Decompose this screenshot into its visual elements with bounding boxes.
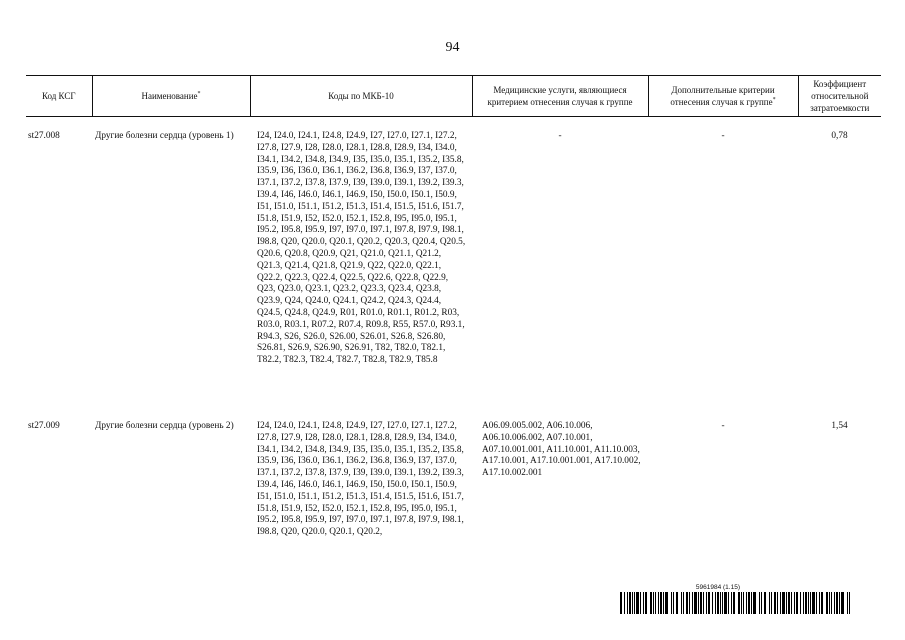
barcode-bar (645, 592, 647, 614)
table-row (26, 421, 881, 539)
barcode-bar (794, 592, 795, 614)
header-coef: Коэффициент относительной затратоемкости (798, 76, 881, 117)
header-mkb: Коды по МКБ-10 (250, 76, 472, 117)
table-header-row (26, 76, 881, 117)
table-row (26, 131, 881, 421)
barcode-bar (683, 592, 684, 614)
barcode-bar (620, 592, 622, 614)
barcode-bar (847, 592, 848, 614)
barcode-bar (653, 592, 654, 614)
barcode-bar (715, 592, 716, 614)
header-name: Наименование* (92, 76, 250, 117)
barcode-bar (712, 592, 713, 614)
additional-criteria: - (721, 421, 725, 431)
cost-coefficient: 1,54 (831, 421, 848, 431)
barcode-bar (808, 592, 809, 614)
barcode-bar (816, 592, 817, 614)
barcode-bar (826, 592, 828, 614)
header-additional: Дополнительные критерии отнесения случая к группе* (648, 76, 798, 117)
additional-criteria: - (721, 131, 725, 141)
header-code: Код КСГ (26, 76, 92, 117)
barcode-bar (728, 592, 729, 614)
barcode-bar (720, 592, 721, 614)
barcode-bar (663, 592, 664, 614)
barcode-bar (788, 592, 790, 614)
barcode-bar (810, 592, 811, 614)
barcode-bar (673, 592, 674, 614)
barcode-bar (777, 592, 778, 614)
ksg-table (26, 75, 881, 539)
page-number: 94 (445, 40, 460, 55)
ksg-name: Другие болезни сердца (уровень 2) (95, 421, 234, 431)
barcode-bar (759, 592, 760, 614)
cost-coefficient: 0,78 (831, 131, 848, 141)
barcode-bar (738, 592, 740, 614)
barcode-bar (689, 592, 690, 614)
barcode-bar (665, 592, 668, 614)
barcode-bar (764, 592, 766, 614)
barcode-bar (698, 592, 699, 614)
barcode-bar (836, 592, 838, 614)
barcode-bar (746, 592, 747, 614)
barcode-bar (839, 592, 840, 614)
barcode-bar (640, 592, 641, 614)
barcode-bar (634, 592, 635, 614)
barcode-bar (751, 592, 752, 614)
medical-services: - (558, 131, 562, 141)
mkb-codes: I24, I24.0, I24.1, I24.8, I24.9, I27, I27.0, I27.1, I27.2, I27.8, I27.9, I28, I28.0, I28.1, I28.8, I28.9, I34, I34.0, I34.1, I34.2, I34.8, I34.9, I35, I35.0, I35.1, I35.2, I35.8, I35.9, I36, I36.0, I36.1, I36.2, I36.8, I36.9, I37, I37.0, I37.1, I37.2, I37.8, I37.9, I39, I39.0, I39.1, I39.2, I39.3, I39.4, I46, I46.0, I46.1, I46.9, I50, I50.0, I50.1, I50.9, I51, I51.0, I51.1, I51.2, I51.3, I51.4, I51.5, I51.6, I51.7, I51.8, I51.9, I52, I52.0, I52.1, I52.8, I95, I95.0, I95.1, I95.2, I95.8, I95.9, I97, I97.0, I97.1, I97.8, I97.9, I98.1, I98.8, Q20, Q20.0, Q20.1, Q20.2, Q20.3, Q20.4, Q20.5, Q20.6, Q20.8, Q20.9, Q21, Q21.0, Q21.1, Q21.2, Q21.3, Q21.4, Q21.8, Q21.9, Q22, Q22.0, Q22.1, Q22.2, Q22.3, Q22.4, Q22.5, Q22.6, Q22.8, Q22.9, Q23, Q23.0, Q23.1, Q23.2, Q23.3, Q23.4, Q23.8, Q23.9, Q24, Q24.0, Q24.1, Q24.2, Q24.3, Q24.4, Q24.5, Q24.8, Q24.9, R01, R01.0, R01.1, R01.2, R03, R03.0, R03.1, R07.2, R07.4, R09.8, R55, R57.0, R93.1, R94.3, S26, S26.0, S26.00, S26.01, S26.8, S26.80, S26.81, S26.9, S26.90, S26.91, T82, T82.0, T82.1, T82.2, T82.3, T82.4, T82.7, T82.8, T82.9, T85.8 (257, 131, 466, 366)
barcode-bar (800, 592, 801, 614)
barcode-bar (676, 592, 678, 614)
barcode-bars (620, 592, 858, 614)
barcode-bar (624, 592, 625, 614)
medical-services: A06.09.005.002, A06.10.006, A06.10.006.002, A07.10.001, A07.10.001.001, A11.10.001, A11.10.003, A17.10.001, A17.10.001.001, A17.10.002, A17.10.002.001 (482, 421, 641, 479)
barcode-bar (724, 592, 727, 614)
barcode-bar (753, 592, 756, 614)
barcode-bar (629, 592, 631, 614)
barcode-bar (774, 592, 776, 614)
barcode-bar (731, 592, 732, 614)
barcode-bar (650, 592, 652, 614)
barcode-bar (812, 592, 815, 614)
barcode-bar (780, 592, 781, 614)
barcode-bar (706, 592, 707, 614)
barcode-bar (686, 592, 688, 614)
barcode-bar (681, 592, 682, 614)
mkb-codes: I24, I24.0, I24.1, I24.8, I24.9, I27, I27.0, I27.1, I27.2, I27.8, I27.9, I28, I28.0, I28.1, I28.8, I28.9, I34, I34.0, I34.1, I34.2, I34.8, I34.9, I35, I35.0, I35.1, I35.2, I35.8, I35.9, I36, I36.0, I36.1, I36.2, I36.8, I36.9, I37, I37.0, I37.1, I37.2, I37.8, I37.9, I39, I39.0, I39.1, I39.2, I39.3, I39.4, I46, I46.0, I46.1, I46.9, I50, I50.0, I50.1, I50.9, I51, I51.0, I51.1, I51.2, I51.3, I51.4, I51.5, I51.6, I51.7, I51.8, I51.9, I52, I52.0, I52.1, I52.8, I95, I95.0, I95.1, I95.2, I95.8, I95.9, I97, I97.0, I97.1, I97.8, I97.9, I98.1, I98.8, Q20, Q20.0, Q20.1, Q20.2, (257, 421, 464, 538)
barcode-bar (733, 592, 735, 614)
barcode-bar (831, 592, 832, 614)
barcode-bar (761, 592, 762, 614)
barcode-bar (841, 592, 844, 614)
barcode-bar (782, 592, 785, 614)
barcode-bar (694, 592, 697, 614)
header-services: Медицинские услуги, являющиеся критерием отнесения случая к группе (472, 76, 648, 117)
barcode-bar (849, 592, 850, 614)
barcode-bar (658, 592, 659, 614)
barcode-bar (700, 592, 702, 614)
barcode-bar (627, 592, 628, 614)
ksg-name: Другие болезни сердца (уровень 1) (95, 131, 234, 141)
barcode-number: 5961984 (1.15) (695, 584, 740, 591)
barcode-bar (636, 592, 639, 614)
barcode-bar (643, 592, 644, 614)
barcode-bar (771, 592, 772, 614)
barcode-bar (748, 592, 750, 614)
document-barcode (620, 584, 858, 614)
barcode-bar (829, 592, 830, 614)
barcode-bar (692, 592, 693, 614)
barcode-bar (769, 592, 770, 614)
barcode-bar (786, 592, 787, 614)
barcode-bar (703, 592, 704, 614)
barcode-bar (834, 592, 835, 614)
barcode-bar (819, 592, 820, 614)
barcode-bar (671, 592, 672, 614)
barcode-bar (791, 592, 792, 614)
barcode-bar (660, 592, 662, 614)
barcode-bar (821, 592, 823, 614)
header-additional-footnote-mark: * (772, 97, 776, 103)
barcode-bar (741, 592, 742, 614)
barcode-bar (805, 592, 807, 614)
barcode-bar (796, 592, 798, 614)
ksg-code: st27.008 (28, 131, 60, 141)
barcode-bar (632, 592, 633, 614)
barcode-bar (803, 592, 804, 614)
barcode-bar (743, 592, 744, 614)
barcode-bar (708, 592, 710, 614)
header-name-footnote-mark: * (197, 91, 201, 97)
ksg-code: st27.009 (28, 421, 60, 431)
barcode-bar (655, 592, 656, 614)
barcode-bar (717, 592, 719, 614)
barcode-bar (722, 592, 723, 614)
